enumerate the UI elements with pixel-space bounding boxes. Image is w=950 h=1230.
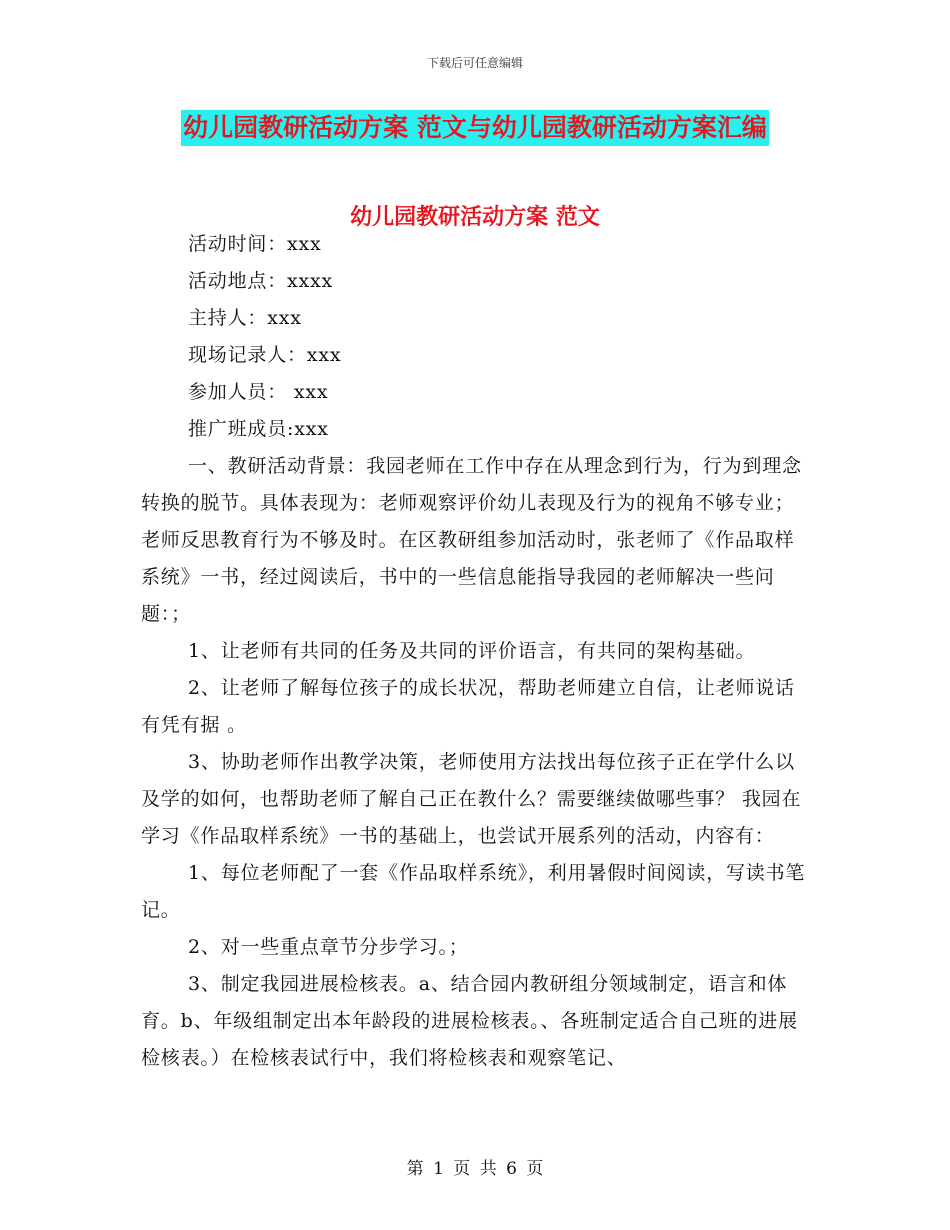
- paragraph-item: 2、对一些重点章节分步学习。；: [188, 936, 469, 958]
- document-body: [141, 226, 809, 1077]
- paragraph-item: 3、制定我园进展检核表。a、结合园内教研组分领域制定，语言和体育。b、年级组制定出本年龄段的进展检核表。、各班制定适合自己班的进展检核表。）在检核表试行中，我们将检核表和观察笔记、: [141, 973, 798, 1069]
- paragraph-item: 3、协助老师作出教学决策，老师使用方法找出每位孩子正在学什么以及学的如何，也帮助老师了解自己正在教什么？需要继续做哪些事？ 我园在学习《作品取样系统》一书的基础上，也尝试开展系列的活动，内容有：: [141, 751, 802, 847]
- info-recorder: 现场记录人：xxx: [188, 344, 342, 366]
- info-participants: 参加人员： xxx: [188, 381, 329, 403]
- info-activity-time: 活动时间：xxx: [188, 233, 322, 255]
- info-promotion-members: 推广班成员:xxx: [188, 418, 329, 440]
- paragraph-item: 1、每位老师配了一套《作品取样系统》，利用暑假时间阅读，写读书笔记。: [141, 862, 806, 921]
- main-title: 幼儿园教研活动方案 范文与幼儿园教研活动方案汇编: [181, 110, 769, 146]
- paragraph-item: 1、让老师有共同的任务及共同的评价语言，有共同的架构基础。: [188, 640, 756, 662]
- section-title: 幼儿园教研活动方案 范文: [350, 205, 600, 230]
- main-title-container: [0, 110, 950, 146]
- paragraph-item: 2、让老师了解每位孩子的成长状况，帮助老师建立自信，让老师说话 有凭有据 。: [141, 677, 795, 736]
- paragraph-background: 一、教研活动背景：我园老师在工作中存在从理念到行为，行为到理念转换的脱节。具体表现为：老师观察评价幼儿表现及行为的视角不够专业；老师反思教育行为不够及时。在区教研组参加活动时，张老师了《作品取样系统》一书，经过阅读后，书中的一些信息能指导我园的老师解决一些问题：；: [141, 455, 802, 625]
- info-activity-location: 活动地点：xxxx: [188, 270, 334, 292]
- page-footer: 第 1 页 共 6 页: [406, 1159, 544, 1179]
- info-host: 主持人：xxx: [188, 307, 302, 329]
- header-note: 下载后可任意编辑: [426, 56, 523, 70]
